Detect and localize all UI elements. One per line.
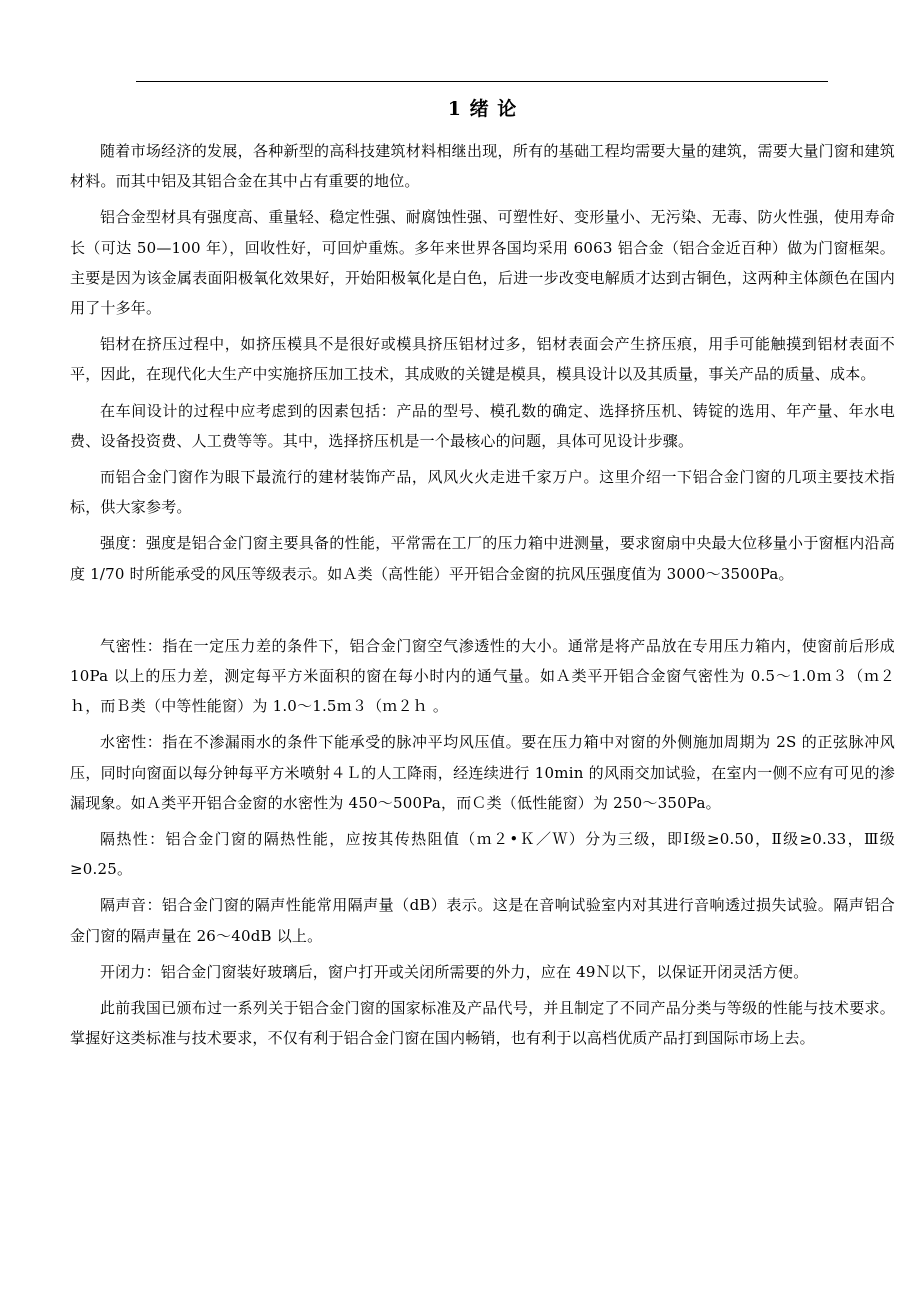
paragraph-strength: 强度：强度是铝合金门窗主要具备的性能，平常需在工厂的压力箱中进测量，要求窗扇中央最大位移量小于窗框内沿高度 1/70 时所能承受的风压等级表示。如Ａ类（高性能）平开铝合金窗的抗风压强度值为 3000～3500Pa。 [70, 534, 895, 583]
paragraph-insulation: 隔热性：铝合金门窗的隔热性能，应按其传热阻值（ｍ２•Ｋ／Ｗ）分为三级，即Ⅰ级≥0.50，Ⅱ级≥0.33，Ⅲ级≥0.25。 [70, 830, 895, 879]
paragraph-window-indicators: 而铝合金门窗作为眼下最流行的建材装饰产品，风风火火走进千家万户。这里介绍一下铝合金门窗的几项主要技术指标，供大家参考。 [70, 468, 895, 517]
header-rule [136, 81, 828, 82]
chapter-title: 1 绪 论 [447, 98, 518, 120]
paragraph-intro: 随着市场经济的发展，各种新型的高科技建筑材料相继出现，所有的基础工程均需要大量的建筑，需要大量门窗和建筑材料。而其中铝及其铝合金在其中占有重要的地位。 [70, 142, 895, 191]
paragraph-alloy-properties: 铝合金型材具有强度高、重量轻、稳定性强、耐腐蚀性强、可塑性好、变形量小、无污染、无毒、防火性强，使用寿命长（可达 50—100 年），回收性好，可回炉重炼。多年来世界各国均采用 6063 铝合金（铝合金近百种）做为门窗框架。主要是因为该金属表面阳极氧化效果好，开始阳极氧化是白色，后进一步改变电解质才达到古铜色，这两种主体颜色在国内用了十多年。 [70, 208, 895, 318]
paragraph-standards: 此前我国已颁布过一系列关于铝合金门窗的国家标准及产品代号，并且制定了不同产品分类与等级的性能与技术要求。掌握好这类标准与技术要求，不仅有利于铝合金门窗在国内畅销，也有利于以高档优质产品打到国际市场上去。 [70, 999, 895, 1048]
document-body [70, 136, 895, 1059]
paragraph-opening-force: 开闭力：铝合金门窗装好玻璃后，窗户打开或关闭所需要的外力，应在 49Ｎ以下，以保证开闭灵活方便。 [100, 962, 809, 981]
paragraph-workshop-design: 在车间设计的过程中应考虑到的因素包括：产品的型号、模孔数的确定、选择挤压机、铸锭的选用、年产量、年水电费、设备投资费、人工费等等。其中，选择挤压机是一个最核心的问题，具体可见设计步骤。 [70, 401, 895, 450]
paragraph-extrusion: 铝材在挤压过程中，如挤压模具不是很好或模具挤压铝材过多，铝材表面会产生挤压痕，用手可能触摸到铝材表面不平，因此，在现代化大生产中实施挤压加工技术，其成败的关键是模具，模具设计以及其质量，事关产品的质量、成本。 [70, 335, 895, 384]
paragraph-watertightness: 水密性：指在不渗漏雨水的条件下能承受的脉冲平均风压值。要在压力箱中对窗的外侧施加周期为 2S 的正弦脉冲风压，同时向窗面以每分钟每平方米喷射４Ｌ的人工降雨，经连续进行 10min 的风雨交加试验，在室内一侧不应有可见的渗漏现象。如Ａ类平开铝合金窗的水密性为 450～500Pa，而Ｃ类（低性能窗）为 250～350Pa。 [70, 733, 895, 812]
paragraph-airtightness: 气密性：指在一定压力差的条件下，铝合金门窗空气渗透性的大小。通常是将产品放在专用压力箱内，使窗前后形成 10Pa 以上的压力差，测定每平方米面积的窗在每小时内的通气量。如Ａ类平开铝合金窗气密性为 0.5～1.0ｍ３（ｍ２ｈ，而Ｂ类（中等性能窗）为 1.0～1.5ｍ３（ｍ２ｈ 。 [70, 636, 895, 716]
paragraph-sound-insulation: 隔声音：铝合金门窗的隔声性能常用隔声量（dB）表示。这是在音响试验室内对其进行音响透过损失试验。隔声铝合金门窗的隔声量在 26～40dB 以上。 [70, 896, 895, 945]
